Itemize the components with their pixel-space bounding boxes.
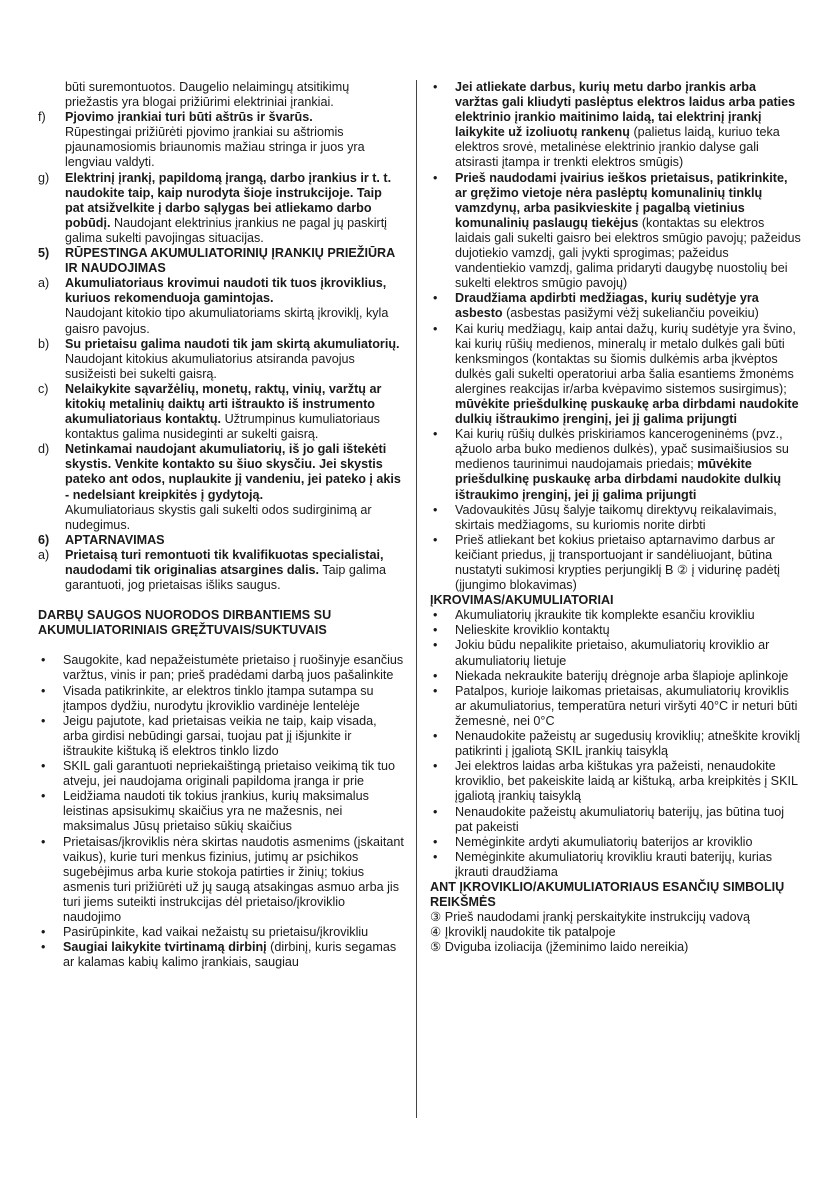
left-column [38,80,404,970]
bullet-item: • Prieš naudodami įvairius ieškos prietaisus, patikrinkite, ar gręžimo vietoje nėra paslėptų komunalinių tinklų vamzdynų, arba pasikvieskite į pagalbą vietinius komunalinių paslaugų tiekėjus (kontaktas su elektros laidais gali sukelti gaisro bei elektros smūgio pavojų; pažeidus dujotiekio vamzdį, gali įvykti sprogimas; pažeidus vandentiekio vamzdį, galima pridaryti daugybę nuostolių bei sukelti elektros smūgio pavojų) [433,170,801,291]
charging-item: • Niekada nekraukite baterijų drėgnoje arba šlapioje aplinkoje [433,668,789,683]
charging-item: • Nelieskite kroviklio kontaktų [433,623,610,638]
bullet-item: • Jei atliekate darbus, kurių metu darbo įrankis arba varžtas gali kliudyti paslėptus elektros laidus arba paties elektrinio įrankio maitinimo laidą, tai elektrinį įrankį laikykite už izoliuotų rankenų (palietus laidą, kuriuo teka elektros srovė, metalinėse elektrinio įrankio dalyse gali atsirasti įtampa ir trenkti elektros smūgis) [433,80,796,170]
section-5-heading: 5) RŪPESTINGA AKUMULIATORINIŲ ĮRANKIŲ PRIEŽIŪRA IR NAUDOJIMAS [38,246,395,276]
bullet-item: • Prietaisas/įkroviklis nėra skirtas naudotis asmenims (įskaitant vaikus), kurie turi menkus fizinius, jutimų ar psichikos sugebėjimus arba kurie stokoja patirties ir žinių; tokius asmenis turi prižiūrėti už jų saugą atsakingas asmuo arba jis turi jiems suteikti instrukcijas dėl prietaiso/įkroviklio naudojimo [41,834,404,924]
bullet-item: • Jeigu pajutote, kad prietaisas veikia ne taip, kaip visada, arba girdisi nebūdingi garsai, tuojau pat jį išjunkite ir ištraukite kištuką iš elektros tinklo lizdo [41,713,377,758]
section-6-heading: 6) APTARNAVIMAS [38,532,165,547]
bullet-item: • Pasirūpinkite, kad vaikai nežaistų su prietaisu/įkrovikliu [41,925,369,940]
symbol-line: ⑤ Dviguba izoliacija (įžeminimo laido nereikia) [430,940,689,955]
charging-item: • Akumuliatorių įkraukite tik komplekte esančiu krovikliu [433,608,755,623]
bullet-item: • Saugokite, kad nepažeistumėte prietaiso į ruošinyje esančius varžtus, vinis ir pan; prieš pradėdami darbą juos pašalinkite [41,653,404,683]
item-5a: a) Akumuliatoriaus krovimui naudoti tik tuos įkroviklius, kuriuos rekomenduoja gamintojas. Naudojant kitokio tipo akumuliatoriams skirtą įkroviklį, kyla gaisro pavojus. [38,276,389,336]
charging-item: • Nenaudokite pažeistų ar sugedusių kroviklių; atneškite kroviklį patikrinti į įgaliotą SKIL įrankių taisyklą [433,729,801,759]
column-divider [416,80,417,1118]
bullet-item: • Vadovaukitės Jūsų šalyje taikomų direktyvų reikalavimais, skirtais medžiagoms, su kuriomis norite dirbti [433,502,777,532]
bullet-item: • Leidžiama naudoti tik tokius įrankius, kurių maksimalus leistinas apsisukimų skaičius yra ne mažesnis, nei maksimalus Jūsų prietaiso sūkių skaičius [41,789,369,834]
bullet-item: • Draudžiama apdirbti medžiagas, kurių sudėtyje yra asbesto (asbestas pasižymi vėžį sukeliančiu poveikiu) [433,291,759,321]
item-f: f) Pjovimo įrankiai turi būti aštrūs ir švarūs. Rūpestingai prižiūrėti pjovimo įrankiai su aštriomis pjaunamosiomis briaunomis mažiau stringa ir juos yra lengviau valdyti. [38,110,365,170]
right-column [430,80,801,955]
item-5c: c) Nelaikykite sąvaržėlių, monetų, raktų, vinių, varžtų ar kitokių metalinių daiktų arti ištraukto iš instrumento akumuliatoriaus kontaktų. Užtrumpinus kumuliatoriaus kontaktus galima nusideginti ar sukelti gaisrą. [38,381,382,442]
bullet-item: • Kai kurių rūšių dulkės priskiriamos kancerogeninėms (pvz., ąžuolo arba buko medienos dulkės), ypač susimaišiusios su medienos taurinimui naudojamais priedais; mūvėkite priešdulkinę puskaukę arba dirbdami naudokite dulkių ištraukimo įrenginį, jei jį galima prijungti [433,427,789,502]
bullet-item: • SKIL gali garantuoti nepriekaištingą prietaiso veikimą tik tuo atveju, jei naudojama originali papildoma įranga ir prie [41,759,396,789]
charging-item: • Nenaudokite pažeistų akumuliatorių baterijų, jas būtina tuoj pat pakeisti [433,804,785,834]
symbols-heading: ANT ĮKROVIKLIO/AKUMULIATORIAUS ESANČIŲ SIMBOLIŲ REIKŠMĖS [430,879,785,910]
bullet-item: • Saugiai laikykite tvirtinamą dirbinį (dirbinį, kuris segamas ar kalamas kabių kalimo įrankiais, saugiau [41,940,397,970]
intro-paragraph: būti suremontuotos. Daugelio nelaimingų atsitikimų priežastis yra blogai prižiūrimi elektriniai įrankiai. [65,80,350,110]
safety-heading: DARBŲ SAUGOS NUORODOS DIRBANTIEMS SU AKUMULIATORINIAIS GRĘŽTUVAIS/SUKTUVAIS [38,608,332,638]
charging-heading: ĮKROVIMAS/AKUMULIATORIAI [430,593,614,608]
bullet-item: • Prieš atliekant bet kokius prietaiso aptarnavimo darbus ar keičiant priedus, jį transportuojant ir sandėliuojant, būtina nustatyti sukimosi krypties perjungiklį B ② į vidurinę padėtį (įjungimo blokavimas) [433,532,780,593]
item-5d: d) Netinkamai naudojant akumuliatorių, iš jo gali ištekėti skystis. Venkite kontakto su šiuo skysčiu. Jei skystis pateko ant odos, nuplaukite jį vandeniu, jei pateko į akis - nedelsiant kreipkitės į gydytoją. Akumuliatoriaus skystis gali sukelti odos sudirginimą ar nudegimus. [38,442,401,532]
charging-item: • Jei elektros laidas arba kištukas yra pažeisti, nenaudokite kroviklio, bet pakeiskite laidą ar kištuką, arba kreipkitės į SKIL įgaliotą įrankių taisyklą [433,759,798,804]
item-g: g) Elektrinį įrankį, papildomą įrangą, darbo įrankius ir t. t. naudokite taip, kaip nurodyta šioje instrukcijoje. Taip pat atsižvelkite į darbo sąlygas bei atliekamo darbo pobūdį. Naudojant elektrinius įrankius ne pagal jų paskirtį galima sukelti pavojingas situacijas. [38,170,392,245]
symbol-line: ③ Prieš naudodami įrankį perskaitykite instrukcijų vadovą [430,910,750,925]
item-5b: b) Su prietaisu galima naudoti tik jam skirtą akumuliatorių. Naudojant kitokius akumuliatorius atsiranda pavojus susižeisti bei sukelti gaisrą. [38,336,400,381]
charging-item: • Nemėginkite akumuliatorių krovikliu krauti baterijų, kurias įkrauti draudžiama [433,849,773,879]
symbol-line: ④ Įkroviklį naudokite tik patalpoje [430,925,616,940]
charging-item: • Patalpos, kurioje laikomas prietaisas, akumuliatorių kroviklis ar akumuliatorius, temperatūra neturi viršyti 40°C ir neturi būti žemesnė, nei 0°C [433,683,798,728]
charging-item: • Jokiu būdu nepalikite prietaiso, akumuliatorių kroviklio ar akumuliatorių lietuje [433,638,770,668]
bullet-item: • Kai kurių medžiagų, kaip antai dažų, kurių sudėtyje yra švino, kai kurių rūšių medienos, mineralų ir metalo dulkės gali būti kenksmingos (kontaktas su šiomis dulkėmis arba įkvėptos dulkės gali sukelti operatoriui arba šalia esantiems žmonėms alergines reakcijas ir/arba kvėpavimo sistemos susirgimus); mūvėkite priešdulkinę puskaukę arba dirbdami naudokite dulkių ištraukimo įrenginį, jei jį galima prijungti [433,321,799,427]
item-6a: a) Prietaisą turi remontuoti tik kvalifikuotas specialistai, naudodami tik originalias atsargines dalis. Taip galima garantuoti, jog prietaisas išliks saugus. [38,547,387,593]
bullet-item: • Visada patikrinkite, ar elektros tinklo įtampa sutampa su įtampos dydžiu, nurodytu įkroviklio vardinėje lentelėje [41,683,374,713]
charging-item: • Nemėginkite ardyti akumuliatorių baterijos ar kroviklio [433,834,753,849]
